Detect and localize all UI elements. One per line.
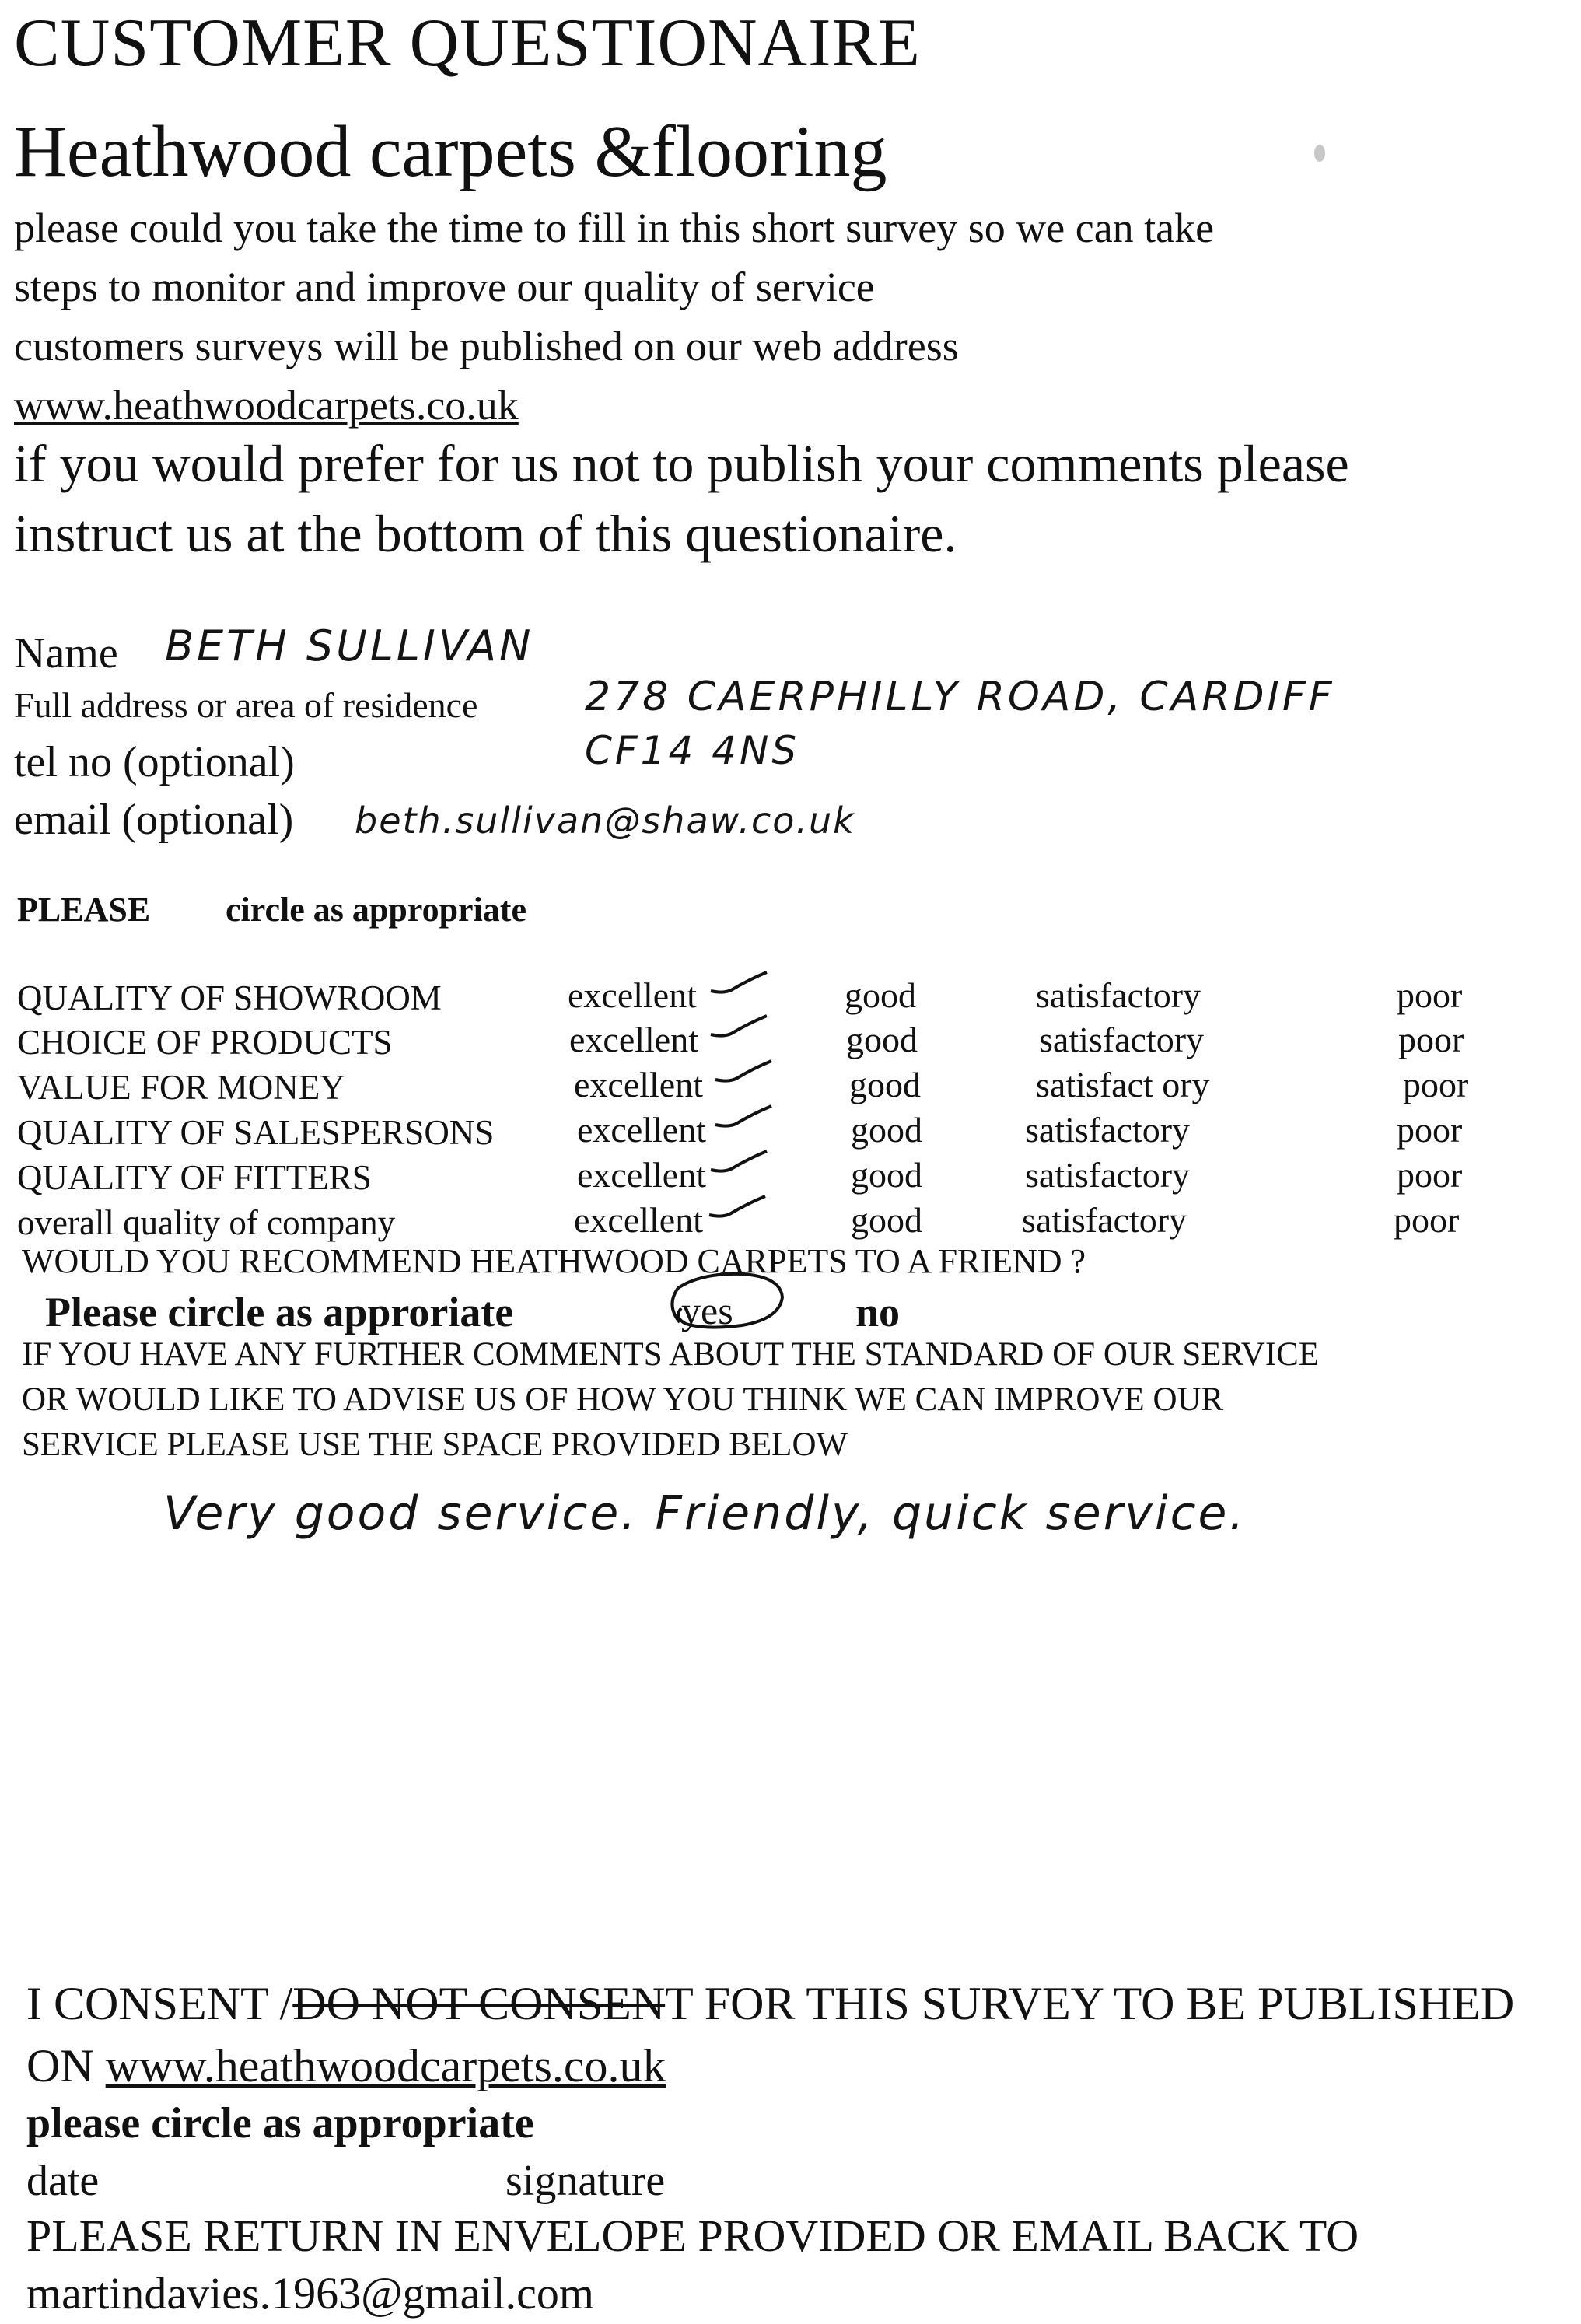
email-label: email (optional) bbox=[14, 796, 294, 844]
option-excellent[interactable]: excellent bbox=[577, 1155, 707, 1195]
consent-url-line bbox=[26, 2042, 666, 2089]
scan-speck bbox=[1314, 145, 1325, 162]
recommend-circle-prompt: Please circle as approriate bbox=[45, 1289, 514, 1335]
option-good[interactable]: good bbox=[851, 1155, 922, 1195]
name-label: Name bbox=[14, 629, 118, 677]
option-poor[interactable]: poor bbox=[1398, 1020, 1464, 1059]
option-poor[interactable]: poor bbox=[1397, 1110, 1463, 1150]
comments-instruction-line-1: IF YOU HAVE ANY FURTHER COMMENTS ABOUT THE STANDARD OF OUR SERVICE bbox=[22, 1336, 1320, 1373]
option-excellent[interactable]: excellent bbox=[574, 1200, 704, 1240]
please-heading: PLEASE bbox=[17, 891, 151, 929]
comments-instruction-line-2: OR WOULD LIKE TO ADVISE US OF HOW YOU THINK WE CAN IMPROVE OUR bbox=[22, 1381, 1224, 1418]
tel-label: tel no (optional) bbox=[14, 738, 295, 786]
option-good[interactable]: good bbox=[851, 1110, 922, 1150]
website-link[interactable]: www.heathwoodcarpets.co.uk bbox=[14, 382, 519, 429]
option-no[interactable]: no bbox=[855, 1289, 901, 1335]
consent-circle-instruction: please circle as appropriate bbox=[26, 2099, 534, 2147]
tick-mark bbox=[709, 1011, 768, 1041]
option-excellent[interactable]: excellent bbox=[568, 975, 698, 1015]
option-satisfactory[interactable]: satisfactory bbox=[1025, 1155, 1191, 1195]
tick-mark bbox=[709, 1146, 768, 1176]
address-label: Full address or area of residence bbox=[14, 685, 478, 725]
consent-on-label: ON bbox=[26, 2040, 106, 2091]
comments-instruction-line-3: SERVICE PLEASE USE THE SPACE PROVIDED BELOW bbox=[22, 1426, 848, 1463]
option-good[interactable]: good bbox=[851, 1200, 922, 1240]
name-value[interactable]: BETH SULLIVAN bbox=[165, 621, 534, 670]
signature-label[interactable]: signature bbox=[505, 2157, 666, 2205]
option-good[interactable]: good bbox=[845, 975, 916, 1015]
option-poor[interactable]: poor bbox=[1403, 1065, 1469, 1104]
option-excellent[interactable]: excellent bbox=[569, 1020, 699, 1059]
form-title: CUSTOMER QUESTIONAIRE bbox=[14, 5, 921, 81]
option-poor[interactable]: poor bbox=[1397, 1155, 1463, 1195]
consent-line-rest: T FOR THIS SURVEY TO BE PUBLISHED bbox=[665, 1978, 1515, 2029]
intro-line-2: steps to monitor and improve our quality of service bbox=[14, 264, 875, 310]
option-good[interactable]: good bbox=[849, 1065, 921, 1104]
rating-label: VALUE FOR MONEY bbox=[17, 1068, 345, 1107]
tick-mark bbox=[709, 968, 768, 997]
rating-label: QUALITY OF FITTERS bbox=[17, 1158, 372, 1197]
rating-label: QUALITY OF SHOWROOM bbox=[17, 978, 442, 1017]
option-good[interactable]: good bbox=[846, 1020, 918, 1059]
option-excellent[interactable]: excellent bbox=[574, 1065, 704, 1104]
return-email[interactable]: martindavies.1963@gmail.com bbox=[26, 2268, 594, 2319]
option-satisfactory[interactable]: satisfactory bbox=[1039, 1020, 1205, 1059]
option-satisfactory[interactable]: satisfactory bbox=[1036, 975, 1201, 1015]
consent-website-link[interactable]: www.heathwoodcarpets.co.uk bbox=[105, 2040, 666, 2091]
company-name: Heathwood carpets &flooring bbox=[14, 111, 887, 192]
tick-mark bbox=[708, 1192, 767, 1221]
comment-response[interactable]: Very good service. Friendly, quick service. bbox=[163, 1486, 1247, 1541]
intro-line-1: please could you take the time to fill in this short survey so we can take bbox=[14, 205, 1215, 251]
option-poor[interactable]: poor bbox=[1394, 1200, 1460, 1240]
rating-label: QUALITY OF SALESPERSONS bbox=[17, 1113, 495, 1152]
return-instruction: PLEASE RETURN IN ENVELOPE PROVIDED OR EMAIL BACK TO bbox=[26, 2210, 1359, 2261]
do-not-consent-option[interactable]: DO NOT CONSEN bbox=[292, 1978, 666, 2029]
circle-instruction: circle as appropriate bbox=[226, 891, 526, 929]
recommend-question: WOULD YOU RECOMMEND HEATHWOOD CARPETS TO A FRIEND ? bbox=[22, 1242, 1086, 1280]
option-poor[interactable]: poor bbox=[1397, 975, 1463, 1015]
selection-circle bbox=[663, 1268, 787, 1333]
consent-line bbox=[26, 1980, 1514, 2027]
tick-mark bbox=[714, 1056, 773, 1086]
address-value-line-1[interactable]: 278 CAERPHILLY ROAD, CARDIFF bbox=[585, 674, 1335, 720]
date-label[interactable]: date bbox=[26, 2157, 100, 2205]
intro-line-3: customers surveys will be published on our web address bbox=[14, 323, 959, 369]
rating-label: overall quality of company bbox=[17, 1203, 396, 1242]
option-satisfactory[interactable]: satisfactory bbox=[1025, 1110, 1191, 1150]
option-excellent[interactable]: excellent bbox=[577, 1110, 707, 1150]
address-value-line-2[interactable]: CF14 4NS bbox=[585, 728, 800, 773]
consent-option[interactable]: I CONSENT / bbox=[26, 1978, 293, 2029]
option-satisfactory[interactable]: satisfactory bbox=[1022, 1200, 1187, 1240]
intro-line-5: instruct us at the bottom of this questionaire. bbox=[14, 504, 957, 563]
email-value[interactable]: beth.sullivan@shaw.co.uk bbox=[355, 800, 855, 842]
intro-line-4: if you would prefer for us not to publish your comments please bbox=[14, 434, 1349, 493]
rating-label: CHOICE OF PRODUCTS bbox=[17, 1023, 393, 1062]
option-satisfactory[interactable]: satisfact ory bbox=[1036, 1065, 1210, 1104]
tick-mark bbox=[714, 1101, 773, 1131]
option-yes[interactable]: yes bbox=[681, 1289, 733, 1332]
